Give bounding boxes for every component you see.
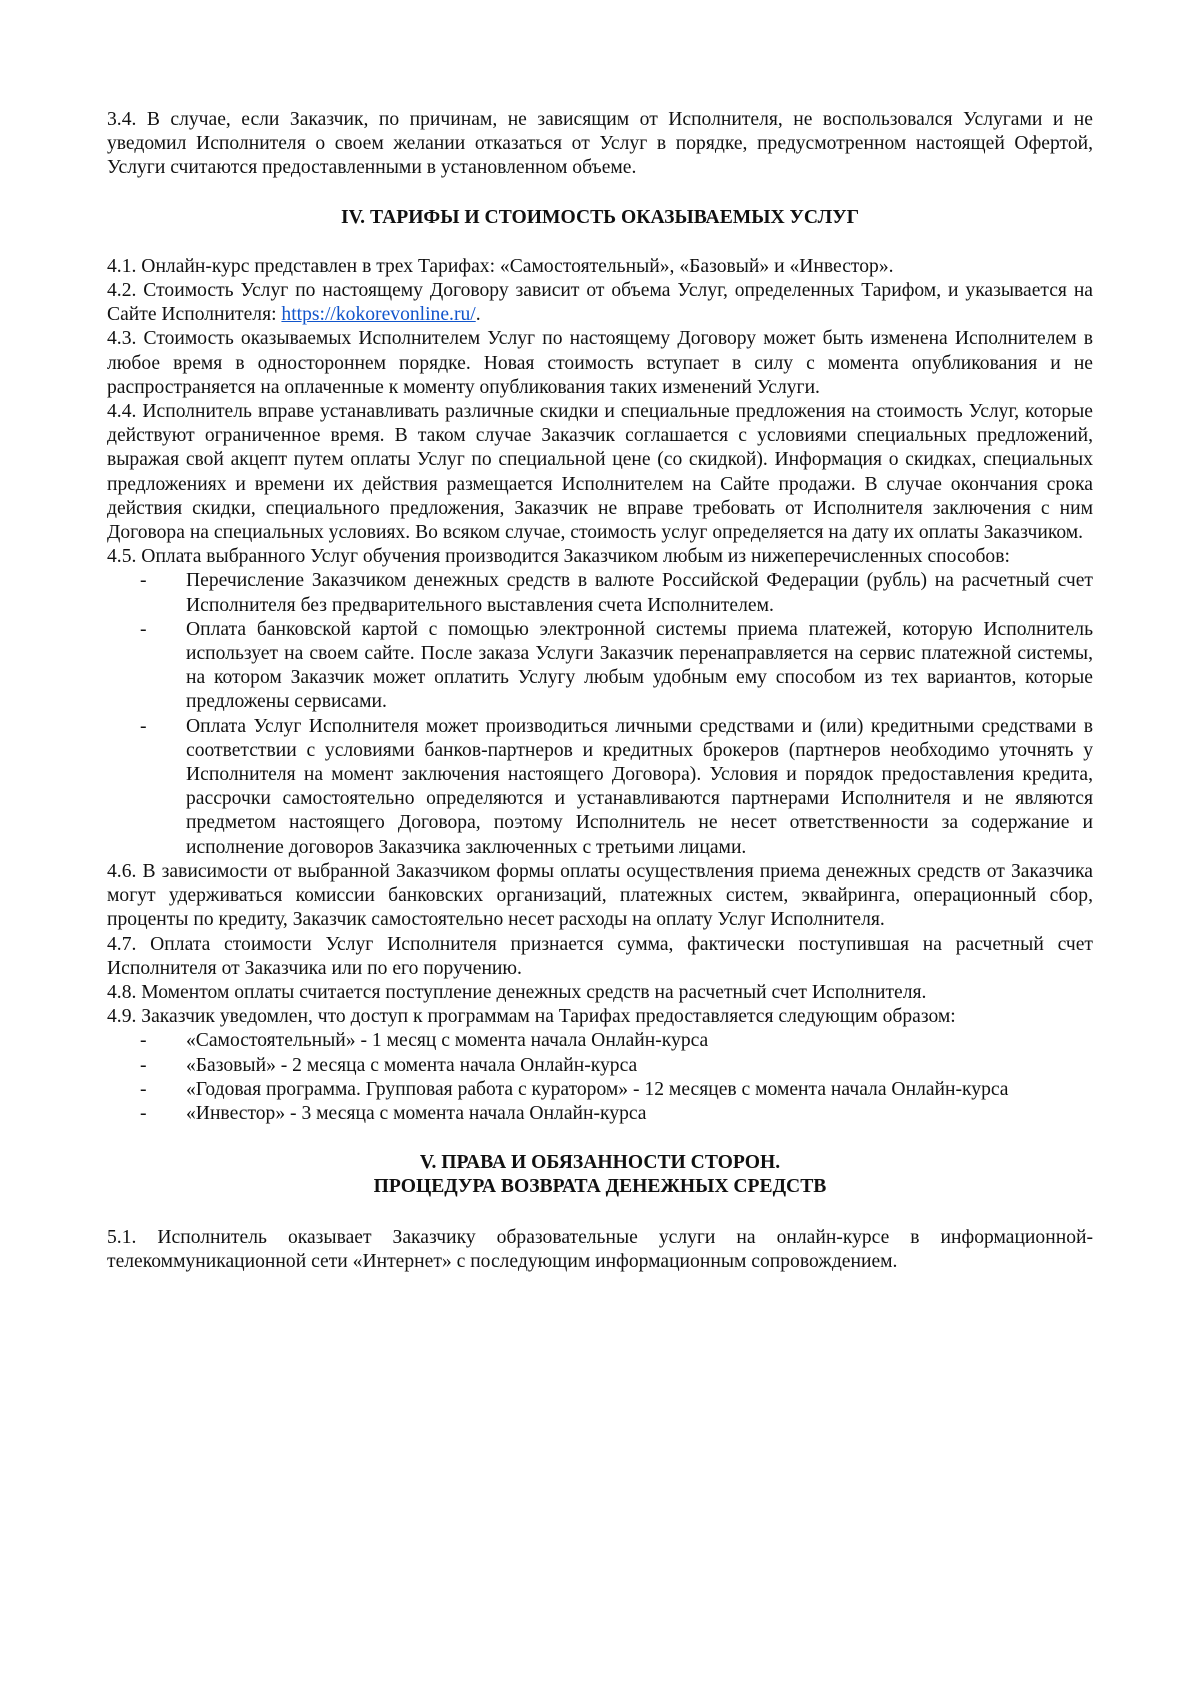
clause-3-4: 3.4. В случае, если Заказчик, по причинам, не зависящим от Исполнителя, не воспользовался Услугами и не уведомил Исполнителя о своем желании отказаться от Услуг в порядке, предусмотренном настоящей Офертой, Услуги считаются предоставленными в установленном объеме. <box>107 109 1093 179</box>
list-item <box>107 618 1093 715</box>
dash-bullet: - <box>140 1030 147 1052</box>
dash-bullet: - <box>140 1054 147 1076</box>
section-v-title-line2: ПРОЦЕДУРА ВОЗВРАТА ДЕНЕЖНЫХ СРЕДСТВ <box>373 1176 827 1198</box>
clause-4-2-end: . <box>475 304 481 326</box>
dash-bullet: - <box>140 1078 147 1100</box>
list-item-text: «Годовая программа. Групповая работа с куратором» - 12 месяцев с момента начала Онлайн-курса <box>186 1078 1009 1100</box>
list-item <box>107 1102 1093 1126</box>
clause-4-6: 4.6. В зависимости от выбранной Заказчиком формы оплаты осуществления приема денежных средств от Заказчика могут удерживаться комиссии банковских организаций, платежных систем, эквайринга, операционный сбор, проценты по кредиту, Заказчик самостоятельно несет расходы на оплату Услуг Исполнителя. <box>107 860 1093 931</box>
list-item <box>107 715 1093 860</box>
clause-4-8: 4.8. Моментом оплаты считается поступление денежных средств на расчетный счет Исполнителя. <box>107 981 927 1003</box>
list-item-text: «Базовый» - 2 месяца с момента начала Онлайн-курса <box>186 1054 638 1076</box>
dash-bullet: - <box>140 618 147 640</box>
section-v-title-line1: V. ПРАВА И ОБЯЗАННОСТИ СТОРОН. <box>419 1152 781 1174</box>
section-v-title <box>107 1151 1093 1199</box>
clause-4-5: 4.5. Оплата выбранного Услуг обучения производится Заказчиком любым из нижеперечисленных способов: <box>107 546 1010 568</box>
clause-4-9: 4.9. Заказчик уведомлен, что доступ к программам на Тарифах предоставляется следующим образом: <box>107 1006 956 1028</box>
payment-methods-list <box>107 569 1093 859</box>
clause-4-3: 4.3. Стоимость оказываемых Исполнителем Услуг по настоящему Договору может быть изменена Исполнителем в любое время в одностороннем порядке. Новая стоимость вступает в силу с момента опубликования и не распространяется на оплаченные к моменту опубликования таких изменений Услуги. <box>107 328 1093 398</box>
dash-bullet: - <box>140 1102 147 1124</box>
clause-4-1: 4.1. Онлайн-курс представлен в трех Тарифах: «Самостоятельный», «Базовый» и «Инвестор». <box>107 255 894 277</box>
list-item <box>107 1029 1093 1053</box>
list-item-text: «Инвестор» - 3 месяца с момента начала Онлайн-курса <box>186 1102 647 1124</box>
list-item-text: «Самостоятельный» - 1 месяц с момента начала Онлайн-курса <box>186 1030 709 1052</box>
list-item-text: Оплата Услуг Исполнителя может производиться личными средствами и (или) кредитными средствами в соответствии с условиями банков-партнеров и кредитных брокеров (партнеров необходимо уточнять у Исполнителя на момент заключения настоящего Договора). Условия и порядок предоставления кредита, рассрочки самостоятельно определяются и устанавливаются партнерами Исполнителя и не являются предметом настоящего Договора, поэтому Исполнитель не несет ответственности за содержание и исполнение договоров Заказчика заключенных с третьими лицами. <box>186 715 1093 858</box>
section-iv-title: IV. ТАРИФЫ И СТОИМОСТЬ ОКАЗЫВАЕМЫХ УСЛУГ <box>340 206 860 228</box>
list-item <box>107 569 1093 617</box>
document-page <box>107 108 1093 1274</box>
dash-bullet: - <box>140 570 147 592</box>
clause-5-1: 5.1. Исполнитель оказывает Заказчику образовательные услуги на онлайн-курсе в информационной-телекоммуникационной сети «Интернет» с последующим информационным сопровождением. <box>107 1226 1093 1272</box>
list-item <box>107 1054 1093 1078</box>
clause-4-4: 4.4. Исполнитель вправе устанавливать различные скидки и специальные предложения на стоимость Услуг, которые действуют ограниченное время. В таком случае Заказчик соглашается с условиями специальных предложений, выражая свой акцепт путем оплаты Услуг по специальной цене (со скидкой). Информация о скидках, специальных предложениях и времени их действия размещается Исполнителем на Сайте продажи. В случае окончания срока действия скидки, специального предложения, Заказчик не вправе требовать от Исполнителя заключения с ним Договора на специальных условиях. Во всяком случае, стоимость услуг определяется на дату их оплаты Заказчиком. <box>107 401 1093 544</box>
clause-4-7: 4.7. Оплата стоимости Услуг Исполнителя признается сумма, фактически поступившая на расчетный счет Исполнителя от Заказчика или по его поручению. <box>107 933 1093 979</box>
list-item-text: Оплата банковской картой с помощью электронной системы приема платежей, которую Исполнитель использует на своем сайте. После заказа Услуги Заказчик перенаправляется на сервис платежной системы, на котором Заказчик может оплатить Услугу любым удобным ему способом из тех вариантов, которые предложены сервисами. <box>186 618 1093 713</box>
website-link[interactable]: https://kokorevonline.ru/ <box>281 304 476 326</box>
dash-bullet: - <box>140 715 147 737</box>
tariff-access-list <box>107 1029 1093 1126</box>
clause-4-2 <box>107 279 1093 327</box>
clause-4-2-text: 4.2. Стоимость Услуг по настоящему Договору зависит от объема Услуг, определенных Тарифом, и указывается на Сайте Исполнителя: <box>107 280 1093 326</box>
list-item-text: Перечисление Заказчиком денежных средств в валюте Российской Федерации (рубль) на расчетный счет Исполнителя без предварительного выставления счета Исполнителем. <box>186 570 1093 616</box>
list-item <box>107 1078 1093 1102</box>
